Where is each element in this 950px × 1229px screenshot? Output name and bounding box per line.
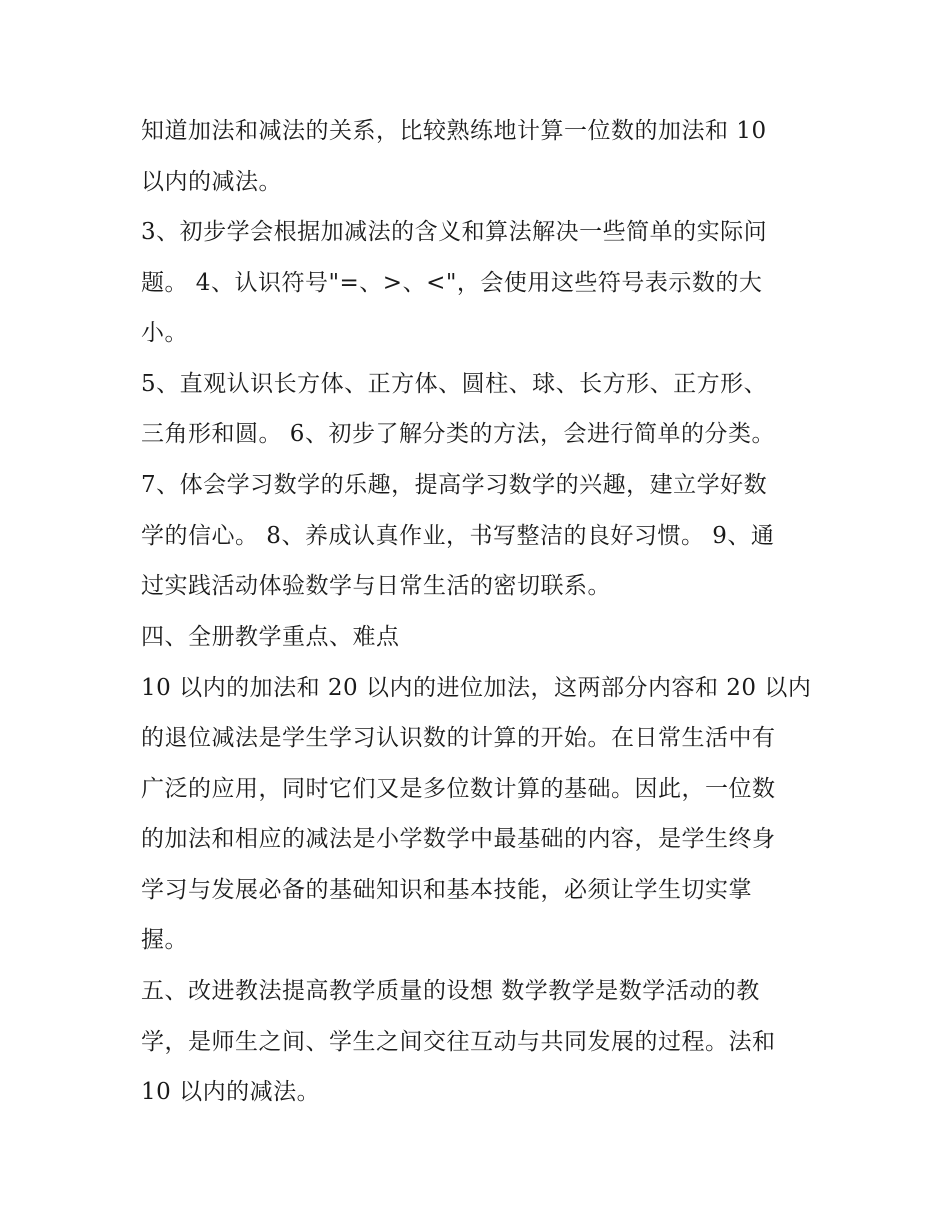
section-heading: 四、全册教学重点、难点	[141, 624, 400, 650]
text-line: 知道加法和减法的关系，比较熟练地计算一位数的加法和 10	[141, 118, 767, 144]
text-line: 握。	[141, 927, 188, 953]
text-line: 5、直观认识长方体、正方体、圆柱、球、长方形、正方形、	[141, 371, 768, 397]
text-line: 学习与发展必备的基础知识和基本技能，必须让学生切实掌	[141, 877, 752, 903]
text-line: 五、改进教法提高教学质量的设想 数学教学是数学活动的教	[141, 978, 760, 1004]
text-line: 10 以内的减法。	[141, 1079, 321, 1105]
text-line: 过实践活动体验数学与日常生活的密切联系。	[141, 573, 611, 599]
text-line: 7、体会学习数学的乐趣，提高学习数学的兴趣，建立学好数	[141, 472, 768, 498]
text-line: 以内的减法。	[141, 169, 282, 195]
text-line: 的退位减法是学生学习认识数的计算的开始。在日常生活中有	[141, 725, 776, 751]
text-line: 的加法和相应的减法是小学数学中最基础的内容，是学生终身	[141, 826, 776, 852]
text-line: 三角形和圆。 6、初步了解分类的方法，会进行简单的分类。	[141, 421, 775, 447]
text-line: 3、初步学会根据加减法的含义和算法解决一些简单的实际问	[141, 219, 768, 245]
text-line: 学，是师生之间、学生之间交往互动与共同发展的过程。法和	[141, 1029, 776, 1055]
text-line: 学的信心。 8、养成认真作业，书写整洁的良好习惯。 9、通	[141, 523, 775, 549]
text-line: 广泛的应用，同时它们又是多位数计算的基础。因此，一位数	[141, 776, 776, 802]
text-line: 题。 4、认识符号"=、>、<"，会使用这些符号表示数的大	[141, 270, 763, 296]
text-line: 10 以内的加法和 20 以内的进位加法，这两部分内容和 20 以内	[141, 675, 812, 701]
text-line: 小。	[141, 320, 188, 346]
